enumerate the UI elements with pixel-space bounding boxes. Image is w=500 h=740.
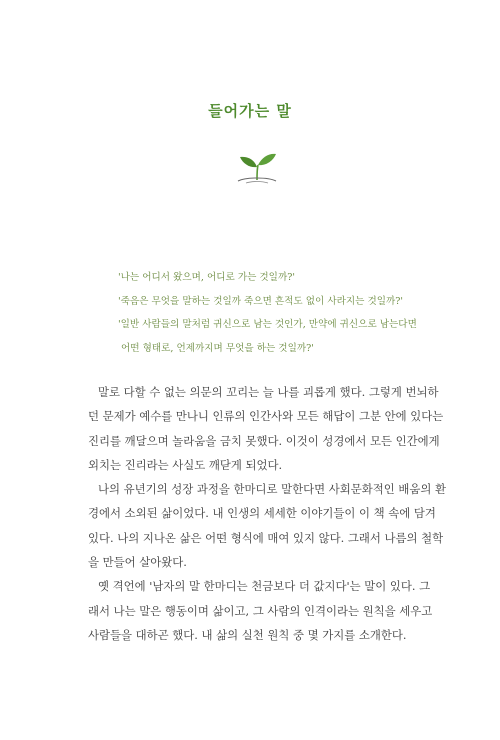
- text-line: 래서 나는 말은 행동이며 삶이고, 그 사람의 인격이라는 원칙을 세우고: [88, 603, 433, 618]
- text-line: 나의 유년기의 성장 과정을 한마디로 말한다면 사회문화적인 배움의 환: [98, 482, 447, 497]
- text-line: 있다. 나의 지나온 삶은 어떤 형식에 매여 있지 않다. 그래서 나름의 철학: [88, 530, 444, 545]
- paragraph: [88, 477, 447, 574]
- page-title: 들어가는 말: [208, 102, 292, 120]
- text-line: 을 만들어 살아왔다.: [88, 555, 187, 570]
- text-line: 진리를 깨달으며 놀라움을 금치 못했다. 이것이 성경에서 모든 인간에게: [88, 433, 440, 448]
- quote-line: '일반 사람들의 말처럼 귀신으로 남는 것인가, 만약에 귀신으로 남는다면: [118, 319, 417, 330]
- quote-line: '죽음은 무엇을 말하는 것일까 죽으면 흔적도 없이 사라지는 것일까?': [118, 295, 404, 307]
- sprout-icon: [236, 150, 278, 188]
- paragraph: [88, 380, 444, 477]
- text-line: 던 문제가 예수를 만나니 인류의 인간사와 모든 해답이 그분 안에 있다는: [88, 409, 444, 424]
- text-line: 경에서 소외된 삶이었다. 내 인생의 세세한 이야기들이 이 책 속에 담겨: [88, 506, 436, 521]
- body-text: [88, 380, 447, 647]
- quote-block: [118, 266, 468, 360]
- text-line: 옛 격언에 '남자의 말 한마디는 천금보다 더 값지다'는 말이 있다. 그: [98, 579, 431, 594]
- text-line: 말로 다할 수 없는 의문의 꼬리는 늘 나를 괴롭게 했다. 그렇게 번뇌하: [98, 385, 439, 399]
- text-line: 외치는 진리라는 사실도 깨닫게 되었다.: [88, 457, 283, 472]
- paragraph: [88, 574, 433, 647]
- quote-line: '나는 어디서 왔으며, 어디로 가는 것일까?': [118, 272, 295, 283]
- quote-line: 어떤 형태로, 언제까지며 무엇을 하는 것일까?': [121, 342, 314, 354]
- text-line: 사람들을 대하곤 했다. 내 삶의 실천 원칙 중 몇 가지를 소개한다.: [88, 627, 407, 642]
